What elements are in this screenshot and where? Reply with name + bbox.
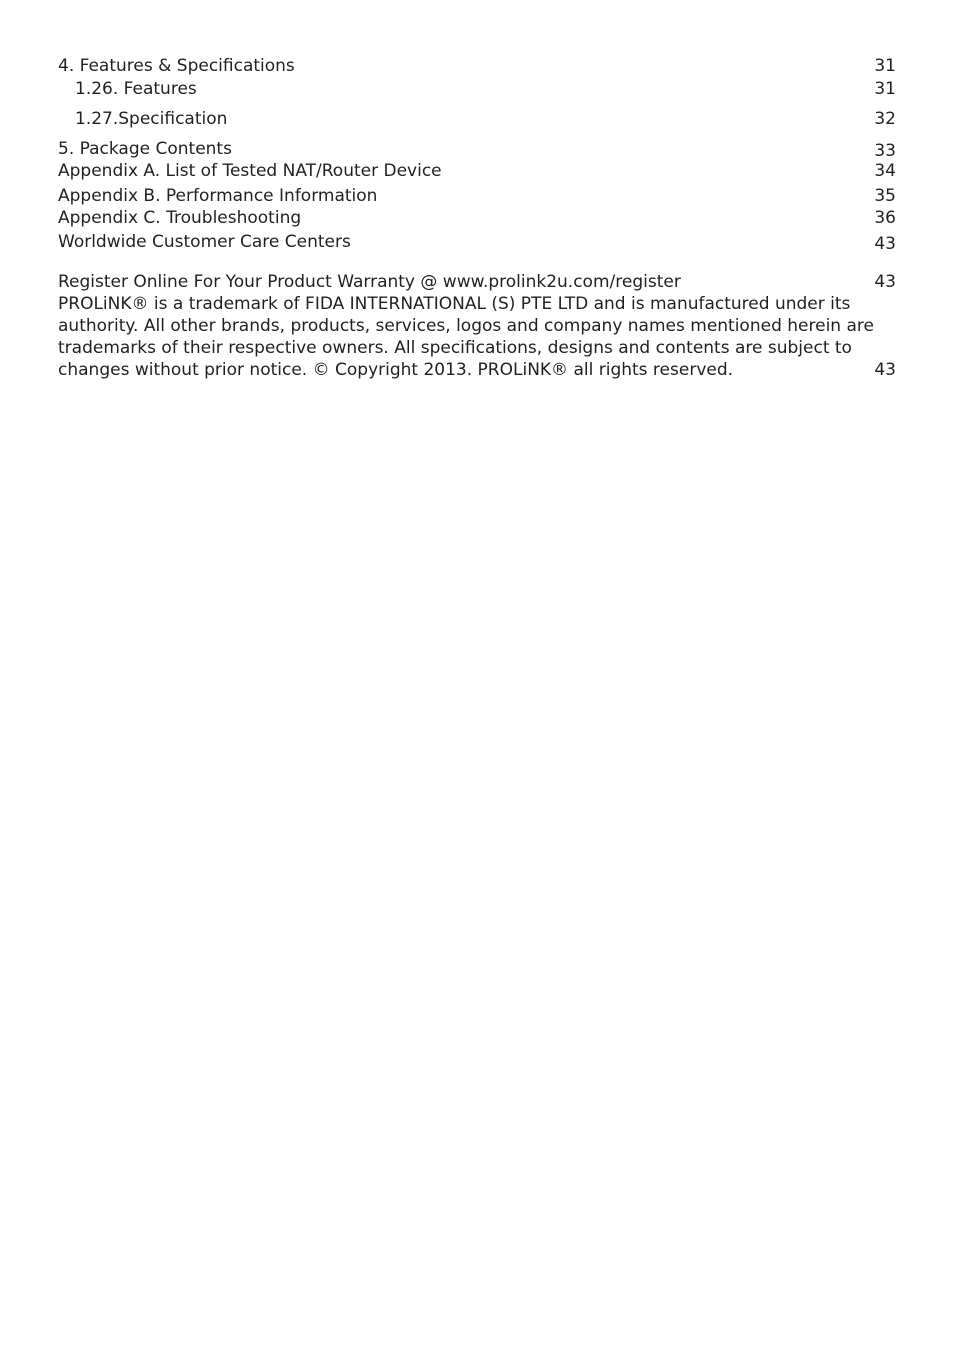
- trademark-line: [58, 359, 896, 381]
- toc-entry-label: 4. Features & Specifications: [58, 56, 295, 76]
- trademark-text: changes without prior notice. © Copyright 2013. PROLiNK® all rights reserved.: [58, 360, 734, 380]
- toc-entry-page-number: 35: [874, 186, 896, 206]
- toc-entry-label: Worldwide Customer Care Centers: [58, 232, 351, 252]
- toc-entry-package-contents[interactable]: [58, 138, 896, 160]
- toc-entry-label: 1.27.Specification: [75, 109, 228, 129]
- trademark-line: [58, 337, 896, 359]
- toc-entry-appendix-b[interactable]: [58, 185, 896, 207]
- toc-entry-label: Appendix A. List of Tested NAT/Router Device: [58, 161, 442, 181]
- toc-entry-page-number: 32: [874, 109, 896, 129]
- toc-entry-label: Appendix B. Performance Information: [58, 186, 378, 206]
- register-line[interactable]: [58, 271, 896, 293]
- trademark-text: PROLiNK® is a trademark of FIDA INTERNATIONAL (S) PTE LTD and is manufactured under its: [58, 294, 851, 314]
- trademark-text: trademarks of their respective owners. All specifications, designs and contents are subject to: [58, 338, 852, 358]
- trademark-line: [58, 293, 896, 315]
- toc-entry-specification[interactable]: [75, 108, 896, 130]
- legal-notice: [58, 271, 896, 381]
- toc-entry-page-number: 31: [874, 56, 896, 76]
- register-page-number: 43: [874, 272, 896, 292]
- toc-entry-label: 5. Package Contents: [58, 139, 232, 159]
- trademark-page-number: 43: [874, 360, 896, 380]
- toc-entry-page-number: 33: [874, 141, 896, 161]
- trademark-line: [58, 315, 896, 337]
- toc-entry-label: Appendix C. Troubleshooting: [58, 208, 302, 228]
- toc-entry-label: 1.26. Features: [75, 79, 197, 99]
- toc-entry-features[interactable]: [75, 78, 896, 100]
- toc-entry-page-number: 36: [874, 208, 896, 228]
- toc-entry-customer-care[interactable]: [58, 231, 896, 253]
- toc-entry-page-number: 34: [874, 161, 896, 181]
- toc-entry-page-number: 43: [874, 234, 896, 254]
- toc-entry-page-number: 31: [874, 79, 896, 99]
- register-text: Register Online For Your Product Warranty @ www.prolink2u.com/register: [58, 272, 681, 292]
- toc-entry-appendix-c[interactable]: [58, 207, 896, 229]
- toc-entry-features-specifications[interactable]: [58, 55, 896, 77]
- trademark-text: authority. All other brands, products, services, logos and company names mentioned herein are: [58, 316, 874, 336]
- toc-entry-appendix-a[interactable]: [58, 160, 896, 182]
